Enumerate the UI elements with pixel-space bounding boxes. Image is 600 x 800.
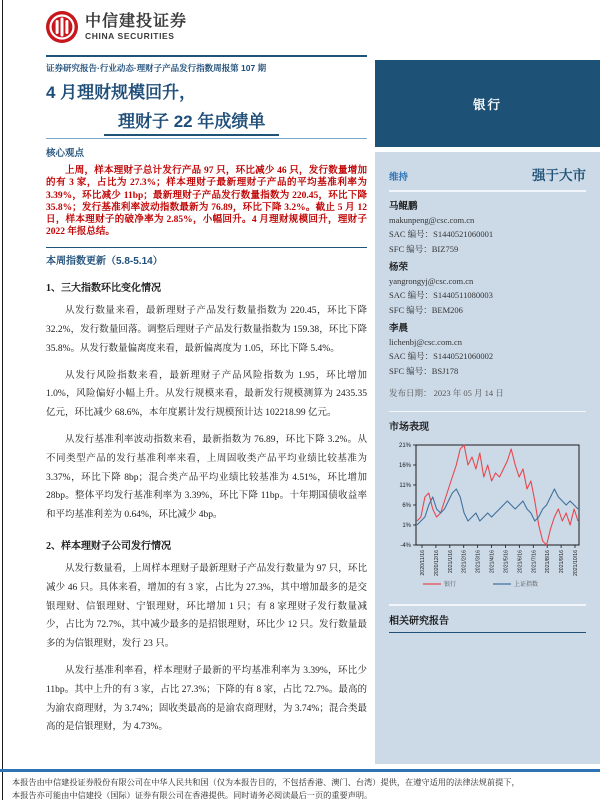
svg-text:2021/7/16: 2021/7/16 (531, 550, 538, 574)
footer-rule (0, 769, 600, 772)
header-rule (46, 55, 367, 57)
analyst-block (389, 259, 586, 316)
svg-text:2021/10/16: 2021/10/16 (573, 550, 579, 576)
analyst-block (389, 320, 586, 377)
svg-text:1%: 1% (402, 523, 411, 529)
analyst-sfc-id: SFC 编号：BIZ759 (389, 243, 459, 254)
line-chart (389, 439, 586, 591)
svg-text:2021/1/16: 2021/1/16 (447, 550, 454, 574)
sidebar-divider (389, 604, 586, 606)
svg-text:2021/2/16: 2021/2/16 (461, 550, 468, 574)
svg-text:2021/6/16: 2021/6/16 (517, 550, 524, 574)
svg-text:银行: 银行 (444, 582, 457, 588)
analyst-sfc-id: SFC 编号：BEM206 (389, 304, 463, 315)
svg-text:-4%: -4% (400, 543, 411, 549)
page-left-border (2, 0, 3, 800)
analyst-email: lichenbj@csc.com.cn (389, 336, 462, 347)
core-view-heading: 核心观点 (46, 148, 85, 159)
footer-disclaimer-line2: 本报告亦可能由中信建投（国际）证券有限公司在香港提供。同时请务必阅读最后一页的重要声明。 (12, 791, 373, 800)
weekly-update-rule (46, 247, 367, 249)
section2-paragraph-1: 从发行数量看，上周样本理财子最新理财子产品发行数量为 97 只，环比减少 46 只。具体来看，增加的有 3 家，占比为 27.3%，其中增加最多的是交银理财、信银理财、宁银理财，环比增加 1 只；有 8 家理财子发行数量减少，占比为 72.7%，其中减少最多的是招银理财，环比少 12 只。发行数量最多的为信银理财，发行 23 只。 (46, 564, 367, 650)
analyst-name: 杨荣 (389, 262, 409, 273)
section2-heading: 2、样本理财子公司发行情况 (46, 541, 171, 553)
analyst-name: 李晨 (389, 323, 409, 334)
brand-text (85, 13, 187, 41)
svg-text:2021/3/16: 2021/3/16 (475, 550, 482, 574)
market-performance-heading: 市场表现 (389, 422, 429, 433)
sidebar-divider (389, 411, 586, 413)
main-column (46, 55, 367, 737)
brand-name-cn: 中信建投证券 (85, 13, 188, 31)
svg-text:21%: 21% (398, 443, 411, 449)
related-reports-rule (389, 632, 586, 634)
report-meta-line: 证券研究报告·行业动态·理财子产品发行指数周报第 107 期 (46, 63, 267, 73)
rating-action-label: 维持 (389, 172, 409, 183)
brand-header (46, 11, 187, 43)
analyst-sac-id: SAC 编号：S1440511080003 (389, 289, 493, 300)
publish-date: 发布日期： 2023 年 05 月 14 日 (389, 387, 504, 398)
analyst-block (389, 198, 586, 255)
brand-name-en: CHINA SECURITIES (85, 30, 175, 41)
analyst-sac-id: SAC 编号：S1440521060001 (389, 228, 494, 239)
analyst-sfc-id: SFC 编号：BSJ178 (389, 365, 459, 376)
industry-tag-banner: 银行 (375, 60, 600, 147)
footer-disclaimer-line1: 本报告由中信建投证券股份有限公司在中华人民共和国（仅为本报告目的，不包括香港、澳门、台湾）提供，在遵守适用的法律法规前提下， (12, 778, 520, 787)
analyst-email: makunpeng@csc.com.cn (389, 214, 475, 225)
rating-value-label: 强于大市 (532, 168, 586, 183)
svg-text:2021/5/16: 2021/5/16 (503, 550, 510, 574)
svg-text:2021/4/16: 2021/4/16 (489, 550, 496, 574)
report-title-line2: 理财子 22 年成绩单 (104, 107, 279, 136)
related-reports-heading: 相关研究报告 (389, 615, 449, 627)
section1-paragraph-3: 从发行基准利率波动指数来看，最新指数为 76.89，环比下降 3.2%。从不同类型产品的发行基准利率来看，上周固收类产品平均业绩比较基准为 3.37%，环比下降 8bp；混合类产品平均业绩比较基准为 4.51%，环比增加 28bp。整体平均发行基准利率为 3.39%，环比下降 11bp。十年期国债收益率和平均基准利差为 0.64%，环比减少 4bp。 (46, 435, 367, 521)
analyst-name: 马鲲鹏 (389, 201, 418, 212)
title-double-rule (46, 138, 367, 139)
report-title-line1: 4 月理财规模回升， (46, 83, 197, 102)
section1-heading: 1、三大指数环比变化情况 (46, 283, 161, 295)
svg-text:2021/9/16: 2021/9/16 (559, 550, 566, 574)
footer-disclaimer (12, 776, 590, 800)
section1-paragraph-1: 从发行数量来看，最新理财子产品发行数量指数为 220.45，环比下降 32.2%，发行数量回落。调整后理财子产品发行数量指数为 159.38，环比下降 35.8%。从发行数量偏离度来看，最新偏离度为 1.05，环比下降 5.4%。 (46, 306, 367, 354)
svg-text:2020/11/16: 2020/11/16 (420, 550, 426, 576)
citic-securities-logo-icon (46, 11, 78, 43)
svg-text:6%: 6% (402, 503, 411, 509)
svg-text:11%: 11% (399, 483, 411, 489)
rating-row (389, 164, 586, 184)
analyst-sac-id: SAC 编号：S1440521060002 (389, 350, 494, 361)
section1-paragraph-2: 从发行风险指数来看，最新理财子产品风险指数为 1.95，环比增加 1.0%，风险偏好小幅上升。从发行规模来看，最新发行规模测算为 2435.35 亿元，环比减少 68.6%，本年度累计发行规模预计达 102218.99 亿元。 (46, 370, 367, 419)
svg-text:2020/12/16: 2020/12/16 (433, 550, 440, 576)
sidebar-panel (375, 152, 600, 764)
analyst-email: yangrongyj@csc.com.cn (389, 275, 474, 286)
market-performance-chart (389, 439, 586, 596)
svg-text:上证指数: 上证指数 (514, 582, 539, 588)
core-view-summary: 上周，样本理财子总计发行产品 97 只，环比减少 46 只，发行数量增加的有 3 家，占比为 27.3%；样本理财子最新理财子产品的平均基准利率为 3.39%，环比减少 11bp；最新理财子产品发行数量指数为 220.45，环比下降 35.8%；发行基准利率波动指数最新为 76.89，环比下降 3.2%。截止 5 月 12 日，样本理财子的破净率为 2.85%，小幅回升。4 月理财规模回升，理财子 2022 年报总结。 (46, 166, 367, 238)
weekly-update-heading: 本周指数更新（5.8-5.14） (46, 256, 163, 268)
svg-text:16%: 16% (398, 463, 411, 469)
section2-paragraph-2: 从发行基准利率看，样本理财子最新的平均基准利率为 3.39%，环比少 11bp。其中上升的有 3 家，占比 27.3%；下降的有 8 家，占比 72.7%。最高的为渝农商理财，为 3.74%；固收类最高的是渝农商理财，为 3.74%；混合类最高的是信银理财，为 4.73%。 (46, 666, 367, 733)
svg-text:2021/8/16: 2021/8/16 (545, 550, 552, 574)
sidebar-divider (389, 190, 586, 192)
